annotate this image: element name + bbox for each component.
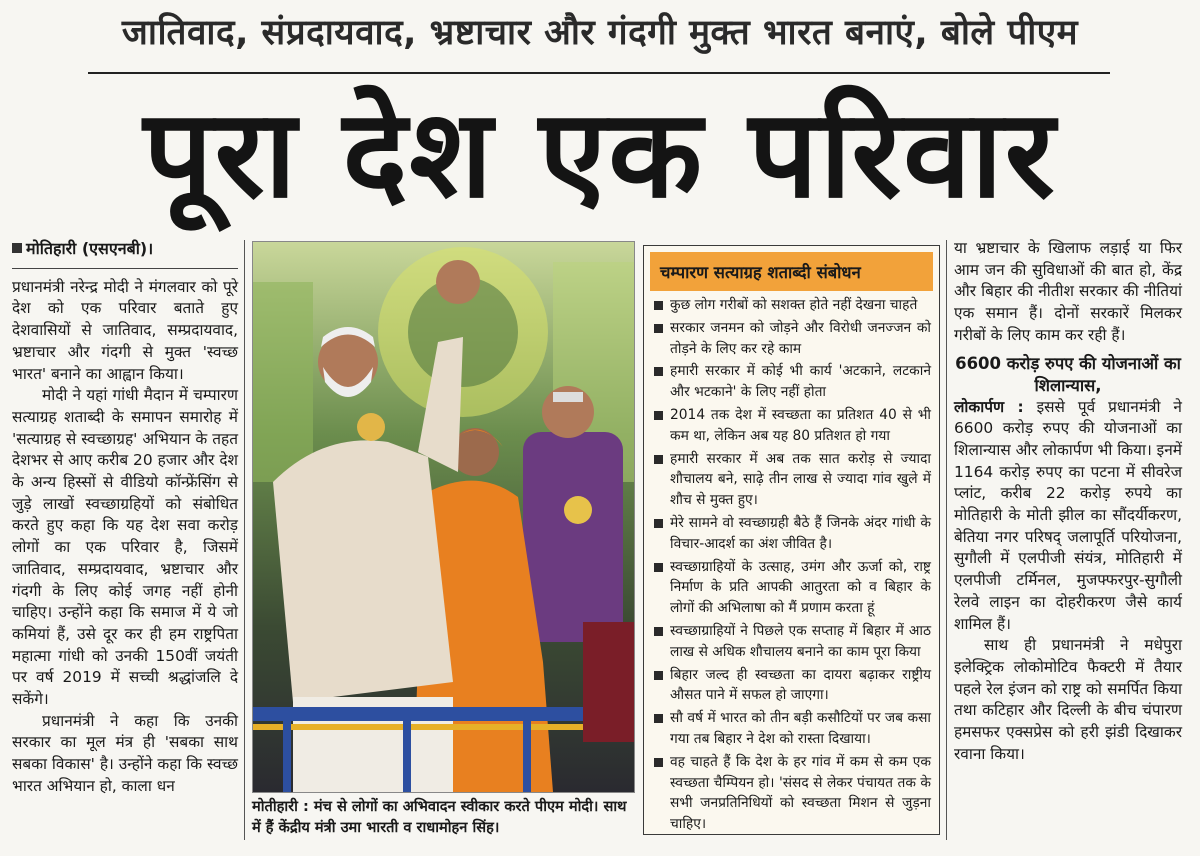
list-item: स्वच्छाग्राहियों के उत्साह, उमंग और ऊर्जा को, राष्ट्र निर्माण के प्रति आपकी आतुरता को व बिहार के लोगों की अभिलाषा को मैं प्रणाम करता हूं [654,557,931,619]
paragraph: प्रधानमंत्री ने कहा कि उनकी सरकार का मूल मंत्र ही 'सबका साथ सबका विकास' है। उन्होंने कहा कि स्वच्छ भारत अभियान हो, काला धन [12,711,238,795]
list-item: मेरे सामने वो स्वच्छाग्रही बैठे हैं जिनके अंदर गांधी के विचार-आदर्श का अंश जीवित है। [654,513,931,555]
highlights-title: चम्पारण सत्याग्रह शताब्दी संबोधन [650,252,933,291]
list-item: बिहार जल्द ही स्वच्छता का दायरा बढ़ाकर राष्ट्रीय औसत पाने में सफल हो जाएगा। [654,665,931,707]
dateline-text: मोतिहारी (एसएनबी)। [26,239,154,258]
list-item: हमारी सरकार में अब तक सात करोड़ से ज्यादा शौचालय बने, साढ़े तीन लाख से ज्यादा गांव खुले में शौच से मुक्त हुए। [654,449,931,511]
subheading: 6600 करोड़ रुपए की योजनाओं का शिलान्यास, [955,353,1181,395]
column-divider [244,240,245,840]
square-bullet-icon [654,519,663,528]
highlights-list [644,295,939,835]
main-headline: पूरा देश एक परिवार [143,83,1057,225]
square-bullet-icon [654,455,663,464]
list-item: 2014 तक देश में स्वच्छता का प्रतिशत 40 से भी कम था, लेकिन अब यह 80 प्रतिशत हो गया [654,405,931,447]
news-photo [252,241,635,793]
list-item: हमारी सरकार में कोई भी कार्य 'अटकाने, लटकाने और भटकाने' के लिए नहीं होता [654,361,931,403]
square-bullet-icon [654,367,663,376]
list-item: सरकार जनमन को जोड़ने और विरोधी जनज्जन को तोड़ने के लिए कर रहे काम [654,318,931,360]
paragraph: साथ ही प्रधानमंत्री ने मधेपुरा इलेक्ट्रिक लोकोमोटिव फैक्टरी में तैयार पहले रेल इंजन को राष्ट्र को समर्पित किया तथा कटिहार और दिल्ली के बीच चंपारण हमसफर एक्सप्रेस को हरी झंडी दिखाकर रवाना किया। [954,636,1182,763]
square-bullet-icon [654,627,663,636]
square-bullet-icon [654,301,663,310]
highlights-box [643,245,940,835]
column-divider [946,240,947,840]
list-item: सौ वर्ष में भारत को तीन बड़ी कसौटियों पर जब कसा गया तब बिहार ने देश को रास्ता दिखाया। [654,708,931,750]
paragraph: या भ्रष्टाचार के खिलाफ लड़ाई या फिर आम जन की सुविधाओं की बात हो, केंद्र और बिहार की नीतीश सरकार की नीतियां एक समान हैं। दोनों सरकारें मिलकर गरीबों के लिए काम कर रही हैं। [954,239,1182,344]
square-bullet-icon [12,243,22,253]
photo-caption: मोतीहारी : मंच से लोगों का अभिवादन स्वीकार करते पीएम मोदी। साथ में हैं केंद्रीय मंत्री उमा भारती व राधामोहन सिंह। [252,798,627,836]
kicker-headline: जातिवाद, संप्रदायवाद, भ्रष्टाचार और गंदगी मुक्त भारत बनाएं, बोले पीएम [121,13,1079,53]
square-bullet-icon [654,324,663,333]
list-item: वह चाहते हैं कि देश के हर गांव में कम से कम एक स्वच्छता चैम्पियन हो। 'संसद से लेकर पंचायत तक के सभी जनप्रतिनिधियों को स्वच्छता मिशन से जुड़ना चाहिए। [654,752,931,835]
left-column [12,238,238,798]
square-bullet-icon [654,671,663,680]
list-item: स्वच्छाग्राहियों ने पिछले एक सप्ताह में बिहार में आठ लाख से अधिक शौचालय बनाने का काम पूरा किया [654,621,931,663]
right-column [954,238,1182,765]
square-bullet-icon [654,714,663,723]
subheading-lead: लोकार्पण : [954,397,1024,416]
paragraph [954,397,1182,636]
list-item: कुछ लोग गरीबों को सशक्त होते नहीं देखना चाहते [654,295,931,316]
square-bullet-icon [654,411,663,420]
dateline [12,238,238,269]
paragraph: मोदी ने यहां गांधी मैदान में चम्पारण सत्याग्रह शताब्दी के समापन समारोह में 'सत्याग्रह से स्वच्छाग्रह' अभियान के तहत देशभर से आए करीब 20 हजार और देश के अन्य हिस्सों से वीडियो कॉन्फ्रेंसिंग से जुड़े लाखों स्वच्छाग्रहियों को संबोधित करते हुए कहा कि यह देश सवा करोड़ लोगों का एक परिवार है, जिसमें जातिवाद, सम्प्रदायवाद, भ्रष्टाचार और गंदगी के लिए कोई जगह नहीं होनी चाहिए। उन्होंने कहा कि समाज में ये जो कमियां हैं, उसे दूर कर ही हम राष्ट्रपिता महात्मा गांधी को उनकी 150वीं जयंती पर वर्ष 2019 में सच्ची श्रद्धांजलि दे सकेंगे। [12,386,238,709]
square-bullet-icon [654,758,663,767]
square-bullet-icon [654,563,663,572]
paragraph-text: इससे पूर्व प्रधानमंत्री ने 6600 करोड़ रुपए की योजनाओं का शिलान्यास और लोकार्पण भी किया। इनमें 1164 करोड़ रुपए का पटना में सीवरेज प्लांट, करीब 22 करोड़ रुपये का मोतिहारी के मोती झील का सौंदर्यीकरण, बेतिया नगर परिषद् जलापूर्ति परियोजना, सुगौली में एलपीजी संयंत्र, मोतिहारी में एलपीजी टर्मिनल, मुजफ्फरपुर-सुगौली रेलवे लाइन का दोहरीकरण जैसे कार्य शामिल हैं। [954,397,1182,633]
paragraph: प्रधानमंत्री नरेन्द्र मोदी ने मंगलवार को पूरे देश को एक परिवार बताते हुए देशवासियों से जातिवाद, सम्प्रदायवाद, भ्रष्टाचार और गंदगी से मुक्त 'स्वच्छ भारत' बनाने का आह्वान किया। [12,277,238,383]
